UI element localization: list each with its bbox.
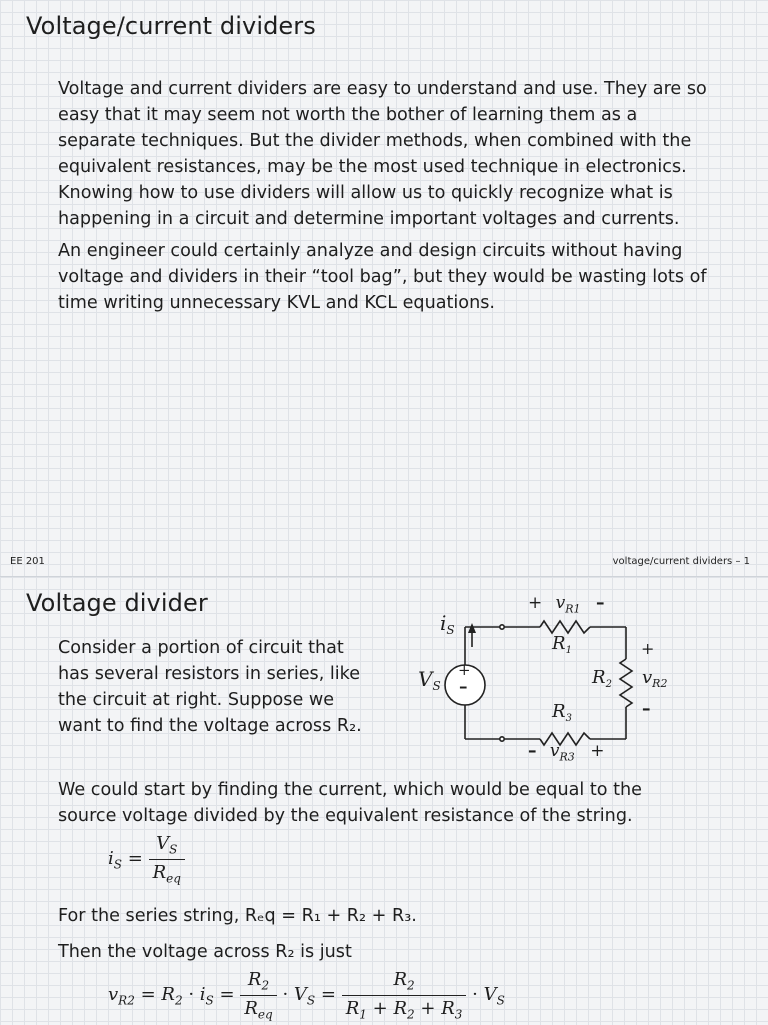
- slide-2: [0, 576, 768, 1025]
- vr2-plus: +: [641, 639, 655, 658]
- vr2-label: $v_{R2}$: [642, 667, 668, 691]
- vr1-label: + $v_{R1}$ –: [528, 593, 605, 616]
- footer-course: EE 201: [10, 556, 45, 567]
- equation-vr2: $v_{R2} = R_2 \cdot i_S$ = $\frac{R_2}{R_{eq}}$ · $V_S$ = $\frac{R_2}{R_1 + R_2 + R_3}$ · $V_S$: [108, 969, 505, 1022]
- intro-line: want to find the voltage across R₂.: [58, 716, 362, 736]
- r2-label: $R_2$: [592, 667, 612, 691]
- intro-line: has several resistors in series, like: [58, 664, 361, 684]
- paragraph-series: For the series string, Rₑq = R₁ + R₂ + R₃.: [58, 906, 417, 926]
- r1-label: $R_1$: [552, 633, 572, 657]
- paragraph-current: We could start by finding the current, which would be equal to the source voltage divided by the equivalent resistance of the string.: [58, 780, 642, 826]
- paragraph-intro: Voltage and current dividers are easy to understand and use. They are so easy that it may seem not worth the bother of learning them as a separate techniques. But the divider methods, when combined with the equivalent resistances, may be the most used technique in electronics. Knowing how to use dividers will allow us to quickly recognize what is happening in a circuit and determine important voltages and currents.: [58, 79, 707, 229]
- paragraph-consider: [58, 635, 398, 739]
- source-plus: +: [458, 661, 471, 679]
- intro-line: Consider a portion of circuit that: [58, 638, 344, 658]
- r3-label: $R_3$: [552, 701, 572, 725]
- paragraph-engineer: An engineer could certainly analyze and design circuits without having voltage and dividers in their “tool bag”, but they would be wasting lots of time writing unnecessary KVL and KCL equations.: [58, 241, 707, 313]
- source-voltage-label: $V_S$: [418, 667, 441, 694]
- intro-line: the circuit at right. Suppose we: [58, 690, 335, 710]
- vr3-label: – $v_{R3}$ +: [528, 741, 605, 764]
- source-minus: –: [459, 677, 468, 697]
- vr2-minus: –: [642, 699, 651, 719]
- slide-title: Voltage divider: [26, 589, 208, 617]
- current-arrow-icon: [468, 623, 476, 633]
- slide-title: Voltage/current dividers: [26, 12, 316, 40]
- equation-current: $i_S$ = $\frac{V_S}{R_{eq}}$: [108, 833, 185, 885]
- paragraph-then: Then the voltage across R₂ is just: [58, 942, 352, 962]
- footer-page: voltage/current dividers – 1: [612, 556, 750, 567]
- current-label: $i_S$: [440, 611, 455, 638]
